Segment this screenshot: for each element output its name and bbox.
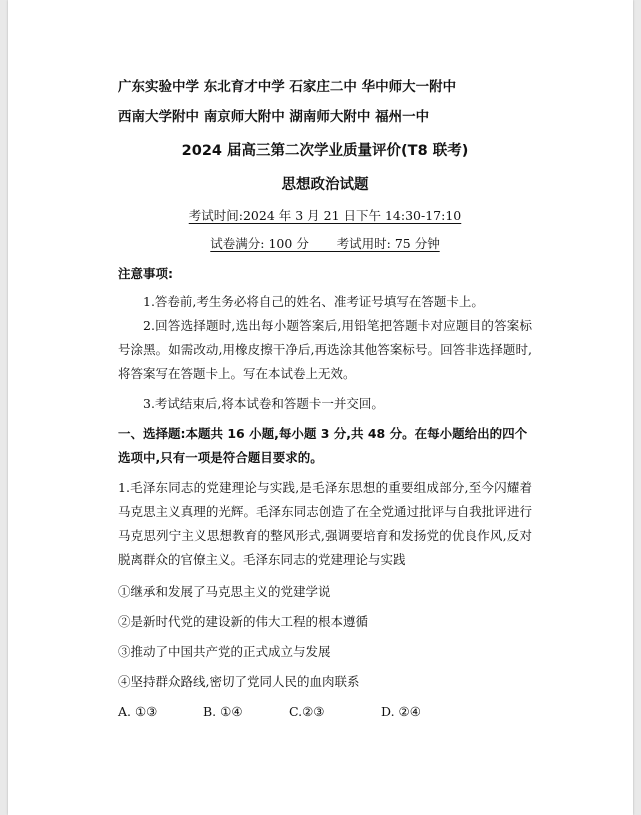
question-1-stem: 1.毛泽东同志的党建理论与实践,是毛泽东思想的重要组成部分,至今闪耀着马克思主义真理的光辉。毛泽东同志创造了在全党通过批评与自我批评进行马克思列宁主义思想教育的整风形式,强调要培育和发扬党的优良作风,反对脱离群众的官僚主义。毛泽东同志的党建理论与实践 — [118, 480, 532, 567]
answer-choice-d: D. ②④ — [381, 704, 421, 719]
subject-title: 思想政治试题 — [281, 177, 369, 193]
notice-item-1: 1.答卷前,考生务必将自己的姓名、准考证号填写在答题卡上。 — [143, 294, 484, 309]
question-1-option-4: ④坚持群众路线,密切了党同人民的血肉联系 — [118, 674, 360, 689]
question-1-option-3: ③推动了中国共产党的正式成立与发展 — [118, 644, 331, 659]
exam-time: 考试时间:2024 年 3 月 21 日下午 14:30-17:10 — [188, 208, 462, 223]
school-list-line-2: 西南大学附中 南京师大附中 湖南师大附中 福州一中 — [118, 109, 430, 125]
question-1-answers — [118, 702, 532, 722]
score-info: 试卷满分: 100 分 考试用时: 75 分钟 — [210, 236, 440, 251]
question-1-option-2: ②是新时代党的建设新的伟大工程的根本遵循 — [118, 614, 369, 629]
answer-choice-b: B. ①④ — [203, 704, 243, 719]
question-1-option-1: ①继承和发展了马克思主义的党建学说 — [118, 584, 331, 599]
section-heading: 一、选择题:本题共 16 小题,每小题 3 分,共 48 分。在每小题给出的四个选项中,只有一项是符合题目要求的。 — [118, 426, 528, 465]
notice-item-2: 2.回答选择题时,选出每小题答案后,用铅笔把答题卡对应题目的答案标号涂黑。如需改动,用橡皮擦干净后,再选涂其他答案标号。回答非选择题时,将答案写在答题卡上。写在本试卷上无效。 — [118, 318, 532, 381]
exam-time-line — [118, 206, 532, 226]
school-list — [118, 72, 532, 132]
notice-heading: 注意事项: — [118, 266, 173, 281]
page-content — [118, 72, 532, 722]
answer-choice-c: C.②③ — [289, 704, 325, 719]
document-page — [8, 0, 633, 815]
exam-title: 2024 届高三第二次学业质量评价(T8 联考) — [181, 143, 469, 159]
school-list-line-1: 广东实验中学 东北育才中学 石家庄二中 华中师大一附中 — [118, 79, 457, 95]
score-info-line — [118, 234, 532, 254]
answer-choice-a: A. ①③ — [118, 704, 158, 719]
notice-item-3: 3.考试结束后,将本试卷和答题卡一并交回。 — [143, 396, 384, 411]
